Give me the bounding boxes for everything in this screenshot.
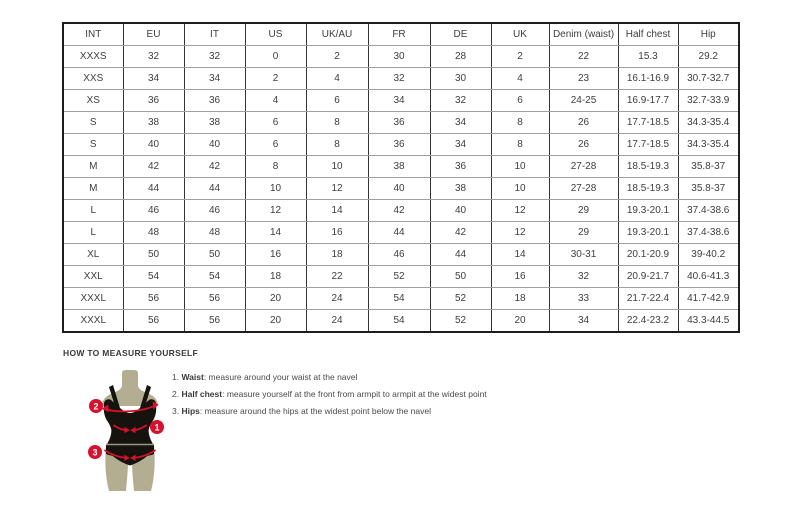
table-cell: 20.9-21.7 <box>618 266 678 288</box>
table-cell: 39-40.2 <box>678 244 739 266</box>
table-cell: 30-31 <box>549 244 618 266</box>
table-cell: 32.7-33.9 <box>678 90 739 112</box>
table-cell: 42 <box>430 222 491 244</box>
column-header: Half chest <box>618 23 678 46</box>
step-number: 2. <box>172 389 180 399</box>
table-cell: 24 <box>306 288 368 310</box>
column-header: UK/AU <box>306 23 368 46</box>
table-cell: 20 <box>245 288 306 310</box>
table-cell: 52 <box>430 310 491 333</box>
step-number: 1. <box>172 372 180 382</box>
step-number: 3. <box>172 406 180 416</box>
table-row <box>63 244 739 266</box>
table-cell: 16.1-16.9 <box>618 68 678 90</box>
table-cell: 42 <box>184 156 245 178</box>
table-cell: 40.6-41.3 <box>678 266 739 288</box>
table-cell: 24-25 <box>549 90 618 112</box>
table-cell: S <box>63 112 123 134</box>
table-cell: 56 <box>123 288 184 310</box>
table-cell: 27-28 <box>549 156 618 178</box>
marker-label-2: 2 <box>93 401 99 412</box>
table-cell: 38 <box>184 112 245 134</box>
table-cell: 2 <box>245 68 306 90</box>
table-cell: 40 <box>184 134 245 156</box>
table-cell: 34.3-35.4 <box>678 134 739 156</box>
table-cell: 29 <box>549 222 618 244</box>
table-cell: 18.5-19.3 <box>618 178 678 200</box>
table-cell: 32 <box>123 46 184 68</box>
table-cell: 23 <box>549 68 618 90</box>
table-cell: 54 <box>184 266 245 288</box>
table-cell: 29 <box>549 200 618 222</box>
table-cell: 30 <box>368 46 430 68</box>
table-row <box>63 156 739 178</box>
table-cell: 24 <box>306 310 368 333</box>
column-header: US <box>245 23 306 46</box>
table-cell: 42 <box>123 156 184 178</box>
table-cell: 30.7-32.7 <box>678 68 739 90</box>
table-cell: 44 <box>123 178 184 200</box>
table-cell: 26 <box>549 134 618 156</box>
step-term: Hips <box>181 406 200 416</box>
table-cell: 14 <box>491 244 549 266</box>
table-cell: XXL <box>63 266 123 288</box>
table-cell: 41.7-42.9 <box>678 288 739 310</box>
table-cell: 30 <box>430 68 491 90</box>
table-cell: 10 <box>245 178 306 200</box>
table-cell: 4 <box>306 68 368 90</box>
table-cell: 8 <box>245 156 306 178</box>
table-row <box>63 288 739 310</box>
table-cell: 12 <box>306 178 368 200</box>
table-row <box>63 178 739 200</box>
column-header: INT <box>63 23 123 46</box>
table-cell: 42 <box>368 200 430 222</box>
table-cell: 16 <box>491 266 549 288</box>
table-cell: 2 <box>491 46 549 68</box>
table-cell: 6 <box>245 112 306 134</box>
table-cell: 36 <box>123 90 184 112</box>
table-row <box>63 112 739 134</box>
table-cell: 19.3-20.1 <box>618 222 678 244</box>
table-cell: 56 <box>184 310 245 333</box>
table-cell: 17.7-18.5 <box>618 134 678 156</box>
table-cell: 37.4-38.6 <box>678 200 739 222</box>
table-cell: L <box>63 200 123 222</box>
table-cell: 40 <box>123 134 184 156</box>
table-cell: M <box>63 178 123 200</box>
column-header: EU <box>123 23 184 46</box>
table-cell: 10 <box>491 156 549 178</box>
table-cell: 20 <box>491 310 549 333</box>
table-cell: 22.4-23.2 <box>618 310 678 333</box>
table-row <box>63 200 739 222</box>
table-cell: XXXL <box>63 288 123 310</box>
table-cell: 27-28 <box>549 178 618 200</box>
table-cell: 4 <box>245 90 306 112</box>
table-cell: 18.5-19.3 <box>618 156 678 178</box>
column-header: FR <box>368 23 430 46</box>
table-cell: 26 <box>549 112 618 134</box>
table-cell: 12 <box>491 222 549 244</box>
column-header: UK <box>491 23 549 46</box>
size-chart-table <box>62 22 740 333</box>
table-row <box>63 222 739 244</box>
table-cell: 56 <box>123 310 184 333</box>
table-cell: 35.8-37 <box>678 156 739 178</box>
table-cell: 48 <box>123 222 184 244</box>
table-cell: 2 <box>306 46 368 68</box>
table-cell: 32 <box>368 68 430 90</box>
table-row <box>63 266 739 288</box>
step-term: Half chest <box>181 389 223 399</box>
measure-steps-list <box>172 371 487 422</box>
table-row <box>63 68 739 90</box>
table-cell: 50 <box>123 244 184 266</box>
table-cell: 44 <box>368 222 430 244</box>
table-cell: 18 <box>245 266 306 288</box>
table-cell: 50 <box>184 244 245 266</box>
table-cell: 40 <box>368 178 430 200</box>
table-cell: 12 <box>245 200 306 222</box>
table-cell: 38 <box>123 112 184 134</box>
table-cell: 32 <box>430 90 491 112</box>
size-chart-body <box>63 46 739 333</box>
step-text: : measure around your waist at the navel <box>203 372 358 382</box>
table-cell: 16 <box>245 244 306 266</box>
table-row <box>63 46 739 68</box>
table-cell: 19.3-20.1 <box>618 200 678 222</box>
table-cell: 34 <box>430 134 491 156</box>
table-cell: 22 <box>549 46 618 68</box>
column-header: DE <box>430 23 491 46</box>
table-cell: L <box>63 222 123 244</box>
table-cell: 48 <box>184 222 245 244</box>
table-cell: 44 <box>430 244 491 266</box>
table-cell: 4 <box>491 68 549 90</box>
table-cell: 6 <box>306 90 368 112</box>
table-cell: 43.3-44.5 <box>678 310 739 333</box>
table-cell: 17.7-18.5 <box>618 112 678 134</box>
table-cell: 29.2 <box>678 46 739 68</box>
table-cell: 34 <box>549 310 618 333</box>
table-cell: 54 <box>368 310 430 333</box>
step-term: Waist <box>181 372 204 382</box>
table-cell: 52 <box>368 266 430 288</box>
measure-step-waist <box>172 371 487 383</box>
table-cell: 8 <box>306 112 368 134</box>
table-cell: XXS <box>63 68 123 90</box>
table-cell: 22 <box>306 266 368 288</box>
column-header: IT <box>184 23 245 46</box>
table-cell: 46 <box>123 200 184 222</box>
table-cell: 34 <box>368 90 430 112</box>
table-cell: 28 <box>430 46 491 68</box>
table-cell: 20.1-20.9 <box>618 244 678 266</box>
table-cell: 56 <box>184 288 245 310</box>
table-cell: M <box>63 156 123 178</box>
table-cell: 44 <box>184 178 245 200</box>
table-cell: 40 <box>430 200 491 222</box>
column-header: Hip <box>678 23 739 46</box>
table-row <box>63 90 739 112</box>
table-cell: 34 <box>123 68 184 90</box>
table-cell: 54 <box>368 288 430 310</box>
table-cell: 50 <box>430 266 491 288</box>
measure-step-hips <box>172 405 487 417</box>
table-cell: XXXS <box>63 46 123 68</box>
table-cell: 36 <box>430 156 491 178</box>
table-cell: 36 <box>368 112 430 134</box>
table-cell: 36 <box>184 90 245 112</box>
table-cell: 8 <box>491 112 549 134</box>
marker-label-3: 3 <box>92 447 98 458</box>
measure-step-half-chest <box>172 388 487 400</box>
table-cell: 54 <box>123 266 184 288</box>
table-cell: 10 <box>306 156 368 178</box>
table-cell: 38 <box>368 156 430 178</box>
table-cell: 8 <box>491 134 549 156</box>
table-cell: XXXL <box>63 310 123 333</box>
table-cell: XL <box>63 244 123 266</box>
table-cell: 10 <box>491 178 549 200</box>
table-cell: 18 <box>491 288 549 310</box>
step-text: : measure around the hips at the widest point below the navel <box>199 406 431 416</box>
table-cell: 16.9-17.7 <box>618 90 678 112</box>
step-text: : measure yourself at the front from armpit to armpit at the widest point <box>222 389 487 399</box>
table-cell: 34 <box>184 68 245 90</box>
table-cell: 37.4-38.6 <box>678 222 739 244</box>
table-cell: 35.8-37 <box>678 178 739 200</box>
table-cell: 14 <box>245 222 306 244</box>
table-cell: 8 <box>306 134 368 156</box>
measurement-figure <box>80 370 175 496</box>
table-row <box>63 310 739 333</box>
column-header: Denim (waist) <box>549 23 618 46</box>
table-cell: S <box>63 134 123 156</box>
table-cell: 32 <box>549 266 618 288</box>
table-cell: 34.3-35.4 <box>678 112 739 134</box>
table-cell: 15.3 <box>618 46 678 68</box>
table-cell: 52 <box>430 288 491 310</box>
table-cell: 6 <box>491 90 549 112</box>
size-chart-header-row <box>63 23 739 46</box>
table-cell: 18 <box>306 244 368 266</box>
table-cell: 14 <box>306 200 368 222</box>
table-cell: 0 <box>245 46 306 68</box>
table-cell: XS <box>63 90 123 112</box>
table-cell: 16 <box>306 222 368 244</box>
marker-label-1: 1 <box>154 422 160 433</box>
table-cell: 20 <box>245 310 306 333</box>
table-cell: 12 <box>491 200 549 222</box>
table-cell: 38 <box>430 178 491 200</box>
table-cell: 34 <box>430 112 491 134</box>
table-cell: 21.7-22.4 <box>618 288 678 310</box>
measure-heading: HOW TO MEASURE YOURSELF <box>63 348 199 358</box>
table-cell: 32 <box>184 46 245 68</box>
table-cell: 46 <box>184 200 245 222</box>
table-cell: 33 <box>549 288 618 310</box>
table-cell: 36 <box>368 134 430 156</box>
table-cell: 6 <box>245 134 306 156</box>
table-row <box>63 134 739 156</box>
table-cell: 46 <box>368 244 430 266</box>
